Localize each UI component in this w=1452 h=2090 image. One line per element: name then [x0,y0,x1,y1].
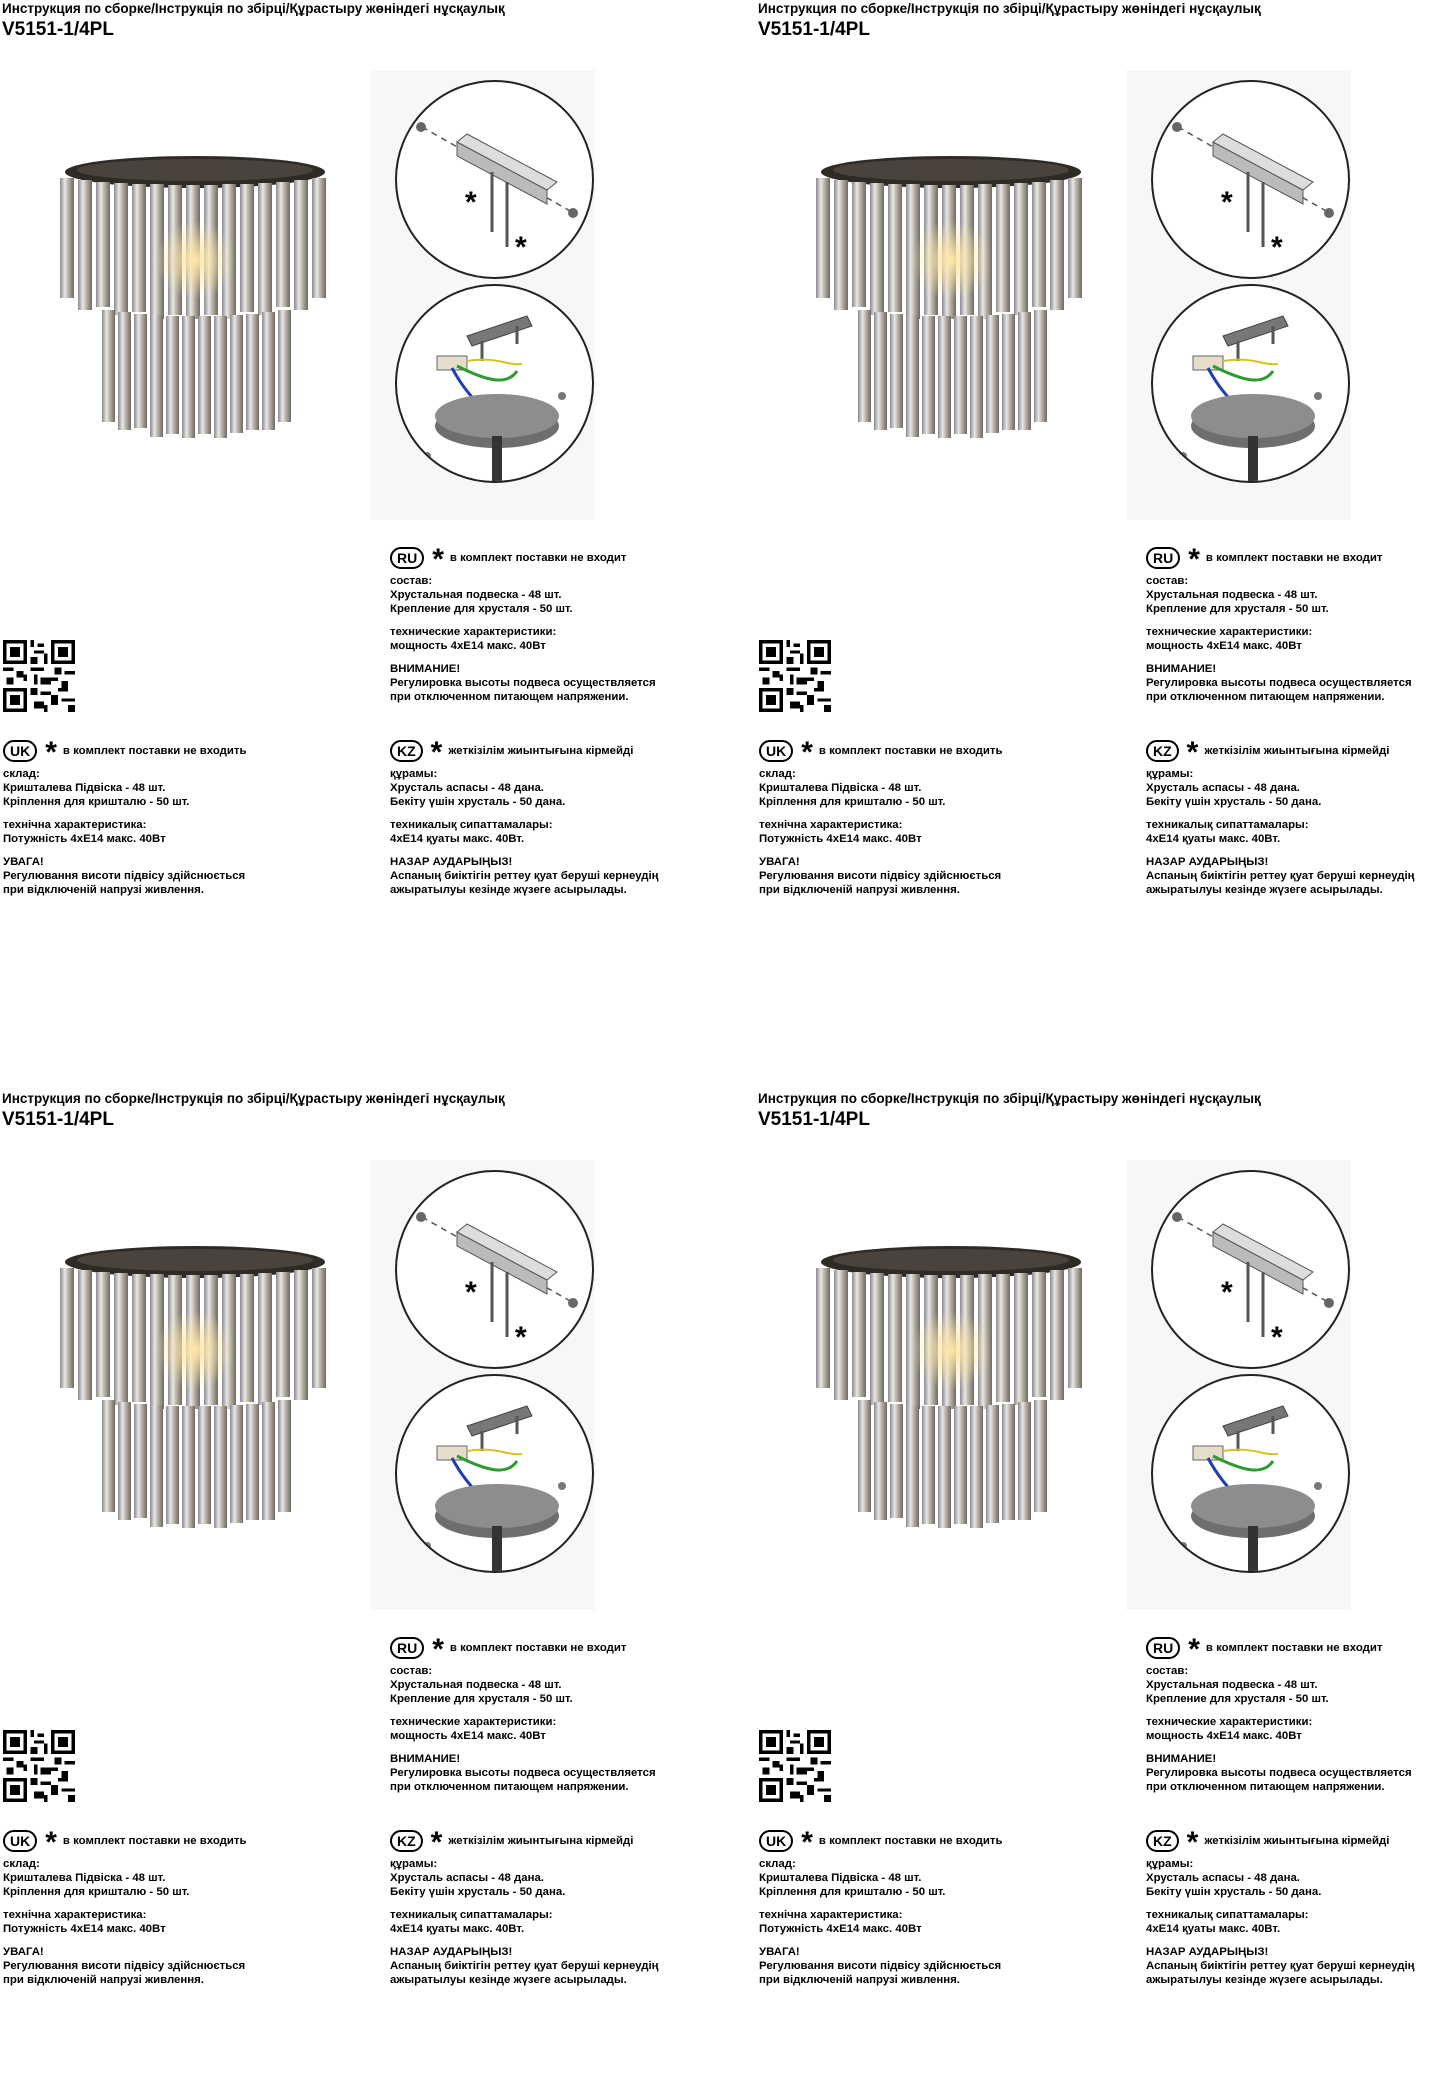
ru-composition-item: Хрустальная подвеска - 48 шт. [390,1679,562,1691]
ru-section [1146,545,1412,704]
asterisk-mark: * [430,736,443,769]
uk-not-included-note: в комплект поставки не входить [818,745,1003,757]
ru-language-badge: RU [390,547,424,569]
asterisk-mark: * [1188,1633,1200,1666]
ru-composition-heading: состав: [390,575,433,587]
uk-language-badge: UK [759,1830,793,1852]
qr-code [3,1730,75,1802]
uk-warning-line: при відключеній напрузі живлення. [759,1974,960,1986]
model-number: V5151-1/4PL [2,1109,114,1130]
mounting-diagram [1126,1160,1351,1610]
qr-code [759,640,831,712]
svg-text:*: * [1221,186,1233,219]
instruction-sheet [756,0,1452,1000]
uk-warning-line: при відключеній напрузі живлення. [3,884,204,896]
ru-composition-heading: состав: [1146,1665,1189,1677]
ru-specs-heading: технические характеристики: [390,626,557,638]
uk-specs-heading: технічна характеристика: [759,819,903,831]
ru-specs: мощность 4хЕ14 макс. 40Вт [1146,1730,1302,1742]
uk-specs-heading: технічна характеристика: [3,1909,147,1921]
kz-warning-heading: НАЗАР АУДАРЫҢЫЗ! [390,856,513,868]
svg-text:*: * [465,1276,477,1309]
svg-text:*: * [1271,1321,1283,1354]
kz-composition-item: Хрусталь аспасы - 48 дана. [390,782,544,794]
uk-composition-heading: склад: [3,768,40,780]
wiring-connection-detail [1151,284,1350,483]
asterisk-mark: * [45,1826,57,1859]
kz-warning-heading: НАЗАР АУДАРЫҢЫЗ! [1146,1946,1269,1958]
ru-warning-line: при отключенном питающем напряжении. [1146,1781,1385,1793]
bracket-mounting-detail [395,80,594,279]
uk-warning-heading: УВАГА! [759,856,800,868]
uk-warning-line: при відключеній напрузі живлення. [759,884,960,896]
asterisk-mark: * [801,736,813,769]
kz-specs-heading: техникалық сипаттамалары: [1146,1909,1309,1921]
uk-section [759,738,1002,897]
kz-not-included-note: жеткізілім жиынтығына кірмейді [1204,745,1390,757]
uk-section [3,738,246,897]
ru-section [390,545,656,704]
wiring-connection-detail [1151,1374,1350,1573]
bracket-mounting-detail [1151,80,1350,279]
instruction-sheet [0,0,726,1000]
kz-composition-item: Хрусталь аспасы - 48 дана. [1146,782,1300,794]
ru-specs-heading: технические характеристики: [390,1716,557,1728]
sheet-title: Инструкция по сборке/Інструкція по збірці/Құрастыру жөніндегі нұсқаулық [758,1091,1261,1106]
uk-specs: Потужність 4хЕ14 макс. 40Вт [759,1923,922,1935]
uk-language-badge: UK [3,1830,37,1852]
ru-specs: мощность 4хЕ14 макс. 40Вт [390,640,546,652]
ru-warning-heading: ВНИМАНИЕ! [390,1753,461,1765]
chandelier-photo [50,1240,340,1530]
ru-language-badge: RU [1146,1637,1180,1659]
ru-warning-line: при отключенном питающем напряжении. [1146,691,1385,703]
ru-warning-line: Регулировка высоты подвеса осуществляется [390,677,656,689]
instruction-sheet [756,1090,1452,2090]
asterisk-mark: * [801,1826,813,1859]
uk-warning-line: Регулювання висоти підвісу здійснюється [3,870,246,882]
chandelier-photo [806,150,1096,440]
kz-warning-line: ажыратылуы кезінде жүзеге асырылады. [1146,1974,1383,1986]
ru-warning-heading: ВНИМАНИЕ! [1146,663,1217,675]
uk-specs: Потужність 4хЕ14 макс. 40Вт [3,833,166,845]
kz-composition-item: Хрусталь аспасы - 48 дана. [1146,1872,1300,1884]
ru-section [1146,1635,1412,1794]
model-number: V5151-1/4PL [758,19,870,40]
ru-specs: мощность 4хЕ14 макс. 40Вт [1146,640,1302,652]
kz-specs: 4хЕ14 қуаты макс. 40Вт. [1146,833,1281,845]
uk-not-included-note: в комплект поставки не входить [818,1835,1003,1847]
kz-specs: 4хЕ14 қуаты макс. 40Вт. [1146,1923,1281,1935]
ru-warning-line: Регулировка высоты подвеса осуществляется [1146,1767,1412,1779]
kz-composition-item: Хрусталь аспасы - 48 дана. [390,1872,544,1884]
uk-composition-item: Кріплення для кришталю - 50 шт. [759,1886,946,1898]
kz-language-badge: KZ [1146,740,1179,762]
ru-composition-item: Хрустальная подвеска - 48 шт. [1146,589,1318,601]
svg-text:*: * [515,231,527,264]
uk-composition-heading: склад: [759,768,796,780]
kz-language-badge: KZ [390,1830,423,1852]
kz-not-included-note: жеткізілім жиынтығына кірмейді [448,745,634,757]
ru-warning-line: при отключенном питающем напряжении. [390,691,629,703]
uk-section [759,1828,1002,1987]
kz-warning-line: Аспаның биіктігін реттеу қуат беруші кернеудің [390,870,659,882]
model-number: V5151-1/4PL [2,19,114,40]
kz-specs-heading: техникалық сипаттамалары: [1146,819,1309,831]
asterisk-mark: * [1188,543,1200,576]
uk-warning-line: при відключеній напрузі живлення. [3,1974,204,1986]
svg-text:*: * [515,1321,527,1354]
uk-composition-item: Кріплення для кришталю - 50 шт. [3,796,190,808]
sheet-title: Инструкция по сборке/Інструкція по збірці/Құрастыру жөніндегі нұсқаулық [2,1,505,16]
ru-composition-heading: состав: [390,1665,433,1677]
kz-composition-heading: құрамы: [390,1858,438,1870]
uk-warning-heading: УВАГА! [759,1946,800,1958]
ru-composition-item: Хрустальная подвеска - 48 шт. [390,589,562,601]
uk-warning-heading: УВАГА! [3,856,44,868]
uk-not-included-note: в комплект поставки не входить [62,745,247,757]
asterisk-mark: * [432,543,444,576]
ru-not-included-note: в комплект поставки не входит [1205,1642,1383,1654]
ru-composition-item: Крепление для хрусталя - 50 шт. [1146,603,1329,615]
kz-specs-heading: техникалық сипаттамалары: [390,1909,553,1921]
ru-specs-heading: технические характеристики: [1146,626,1313,638]
uk-not-included-note: в комплект поставки не входить [62,1835,247,1847]
bracket-mounting-detail [1151,1170,1350,1369]
ru-warning-line: Регулировка высоты подвеса осуществляется [390,1767,656,1779]
kz-specs: 4хЕ14 қуаты макс. 40Вт. [390,833,525,845]
ru-warning-line: Регулировка высоты подвеса осуществляется [1146,677,1412,689]
ru-language-badge: RU [390,1637,424,1659]
asterisk-mark: * [1186,1826,1199,1859]
asterisk-mark: * [45,736,57,769]
mounting-diagram [1126,70,1351,520]
sheet-title: Инструкция по сборке/Інструкція по збірці/Құрастыру жөніндегі нұсқаулық [2,1091,505,1106]
ru-specs-heading: технические характеристики: [1146,1716,1313,1728]
kz-language-badge: KZ [1146,1830,1179,1852]
asterisk-mark: * [430,1826,443,1859]
uk-specs: Потужність 4хЕ14 макс. 40Вт [759,833,922,845]
ru-composition-heading: состав: [1146,575,1189,587]
bracket-mounting-detail [395,1170,594,1369]
asterisk-mark: * [1186,736,1199,769]
uk-specs-heading: технічна характеристика: [759,1909,903,1921]
kz-composition-item: Бекіту үшін хрусталь - 50 дана. [390,796,566,808]
ru-composition-item: Крепление для хрусталя - 50 шт. [390,1693,573,1705]
kz-warning-line: Аспаның биіктігін реттеу қуат беруші кернеудің [390,1960,659,1972]
ru-warning-line: при отключенном питающем напряжении. [390,1781,629,1793]
kz-composition-item: Бекіту үшін хрусталь - 50 дана. [1146,796,1322,808]
kz-composition-heading: құрамы: [1146,1858,1194,1870]
qr-code [3,640,75,712]
kz-language-badge: KZ [390,740,423,762]
kz-warning-line: ажыратылуы кезінде жүзеге асырылады. [1146,884,1383,896]
uk-composition-item: Кріплення для кришталю - 50 шт. [3,1886,190,1898]
uk-language-badge: UK [3,740,37,762]
svg-text:*: * [465,186,477,219]
uk-composition-heading: склад: [759,1858,796,1870]
ru-composition-item: Крепление для хрусталя - 50 шт. [1146,1693,1329,1705]
kz-composition-heading: құрамы: [390,768,438,780]
kz-section [1146,1828,1415,1987]
kz-specs-heading: техникалық сипаттамалары: [390,819,553,831]
kz-warning-line: Аспаның биіктігін реттеу қуат беруші кернеудің [1146,870,1415,882]
uk-warning-line: Регулювання висоти підвісу здійснюється [3,1960,246,1972]
ru-composition-item: Хрустальная подвеска - 48 шт. [1146,1679,1318,1691]
ru-section [390,1635,656,1794]
uk-composition-item: Кришталева Підвіска - 48 шт. [3,782,166,794]
uk-warning-line: Регулювання висоти підвісу здійснюється [759,1960,1002,1972]
kz-warning-line: ажыратылуы кезінде жүзеге асырылады. [390,884,627,896]
qr-code [759,1730,831,1802]
mounting-diagram [370,70,595,520]
ru-composition-item: Крепление для хрусталя - 50 шт. [390,603,573,615]
uk-composition-item: Кришталева Підвіска - 48 шт. [759,782,922,794]
asterisk-mark: * [432,1633,444,1666]
ru-specs: мощность 4хЕ14 макс. 40Вт [390,1730,546,1742]
kz-section [390,1828,659,1987]
ru-not-included-note: в комплект поставки не входит [449,552,627,564]
uk-composition-item: Кріплення для кришталю - 50 шт. [759,796,946,808]
sheet-title: Инструкция по сборке/Інструкція по збірці/Құрастыру жөніндегі нұсқаулық [758,1,1261,16]
model-number: V5151-1/4PL [758,1109,870,1130]
ru-warning-heading: ВНИМАНИЕ! [1146,1753,1217,1765]
kz-warning-heading: НАЗАР АУДАРЫҢЫЗ! [1146,856,1269,868]
uk-warning-heading: УВАГА! [3,1946,44,1958]
chandelier-photo [50,150,340,440]
mounting-diagram [370,1160,595,1610]
svg-text:*: * [1221,1276,1233,1309]
uk-composition-heading: склад: [3,1858,40,1870]
svg-text:*: * [1271,231,1283,264]
uk-section [3,1828,246,1987]
kz-section [1146,738,1415,897]
kz-specs: 4хЕ14 қуаты макс. 40Вт. [390,1923,525,1935]
instruction-sheet [0,1090,726,2090]
kz-not-included-note: жеткізілім жиынтығына кірмейді [1204,1835,1390,1847]
ru-not-included-note: в комплект поставки не входит [1205,552,1383,564]
ru-warning-heading: ВНИМАНИЕ! [390,663,461,675]
uk-specs-heading: технічна характеристика: [3,819,147,831]
uk-warning-line: Регулювання висоти підвісу здійснюється [759,870,1002,882]
kz-warning-line: Аспаның биіктігін реттеу қуат беруші кернеудің [1146,1960,1415,1972]
uk-composition-item: Кришталева Підвіска - 48 шт. [759,1872,922,1884]
uk-specs: Потужність 4хЕ14 макс. 40Вт [3,1923,166,1935]
kz-warning-heading: НАЗАР АУДАРЫҢЫЗ! [390,1946,513,1958]
kz-not-included-note: жеткізілім жиынтығына кірмейді [448,1835,634,1847]
kz-composition-heading: құрамы: [1146,768,1194,780]
ru-not-included-note: в комплект поставки не входит [449,1642,627,1654]
uk-composition-item: Кришталева Підвіска - 48 шт. [3,1872,166,1884]
wiring-connection-detail [395,284,594,483]
uk-language-badge: UK [759,740,793,762]
chandelier-photo [806,1240,1096,1530]
kz-composition-item: Бекіту үшін хрусталь - 50 дана. [390,1886,566,1898]
ru-language-badge: RU [1146,547,1180,569]
kz-section [390,738,659,897]
kz-warning-line: ажыратылуы кезінде жүзеге асырылады. [390,1974,627,1986]
wiring-connection-detail [395,1374,594,1573]
kz-composition-item: Бекіту үшін хрусталь - 50 дана. [1146,1886,1322,1898]
